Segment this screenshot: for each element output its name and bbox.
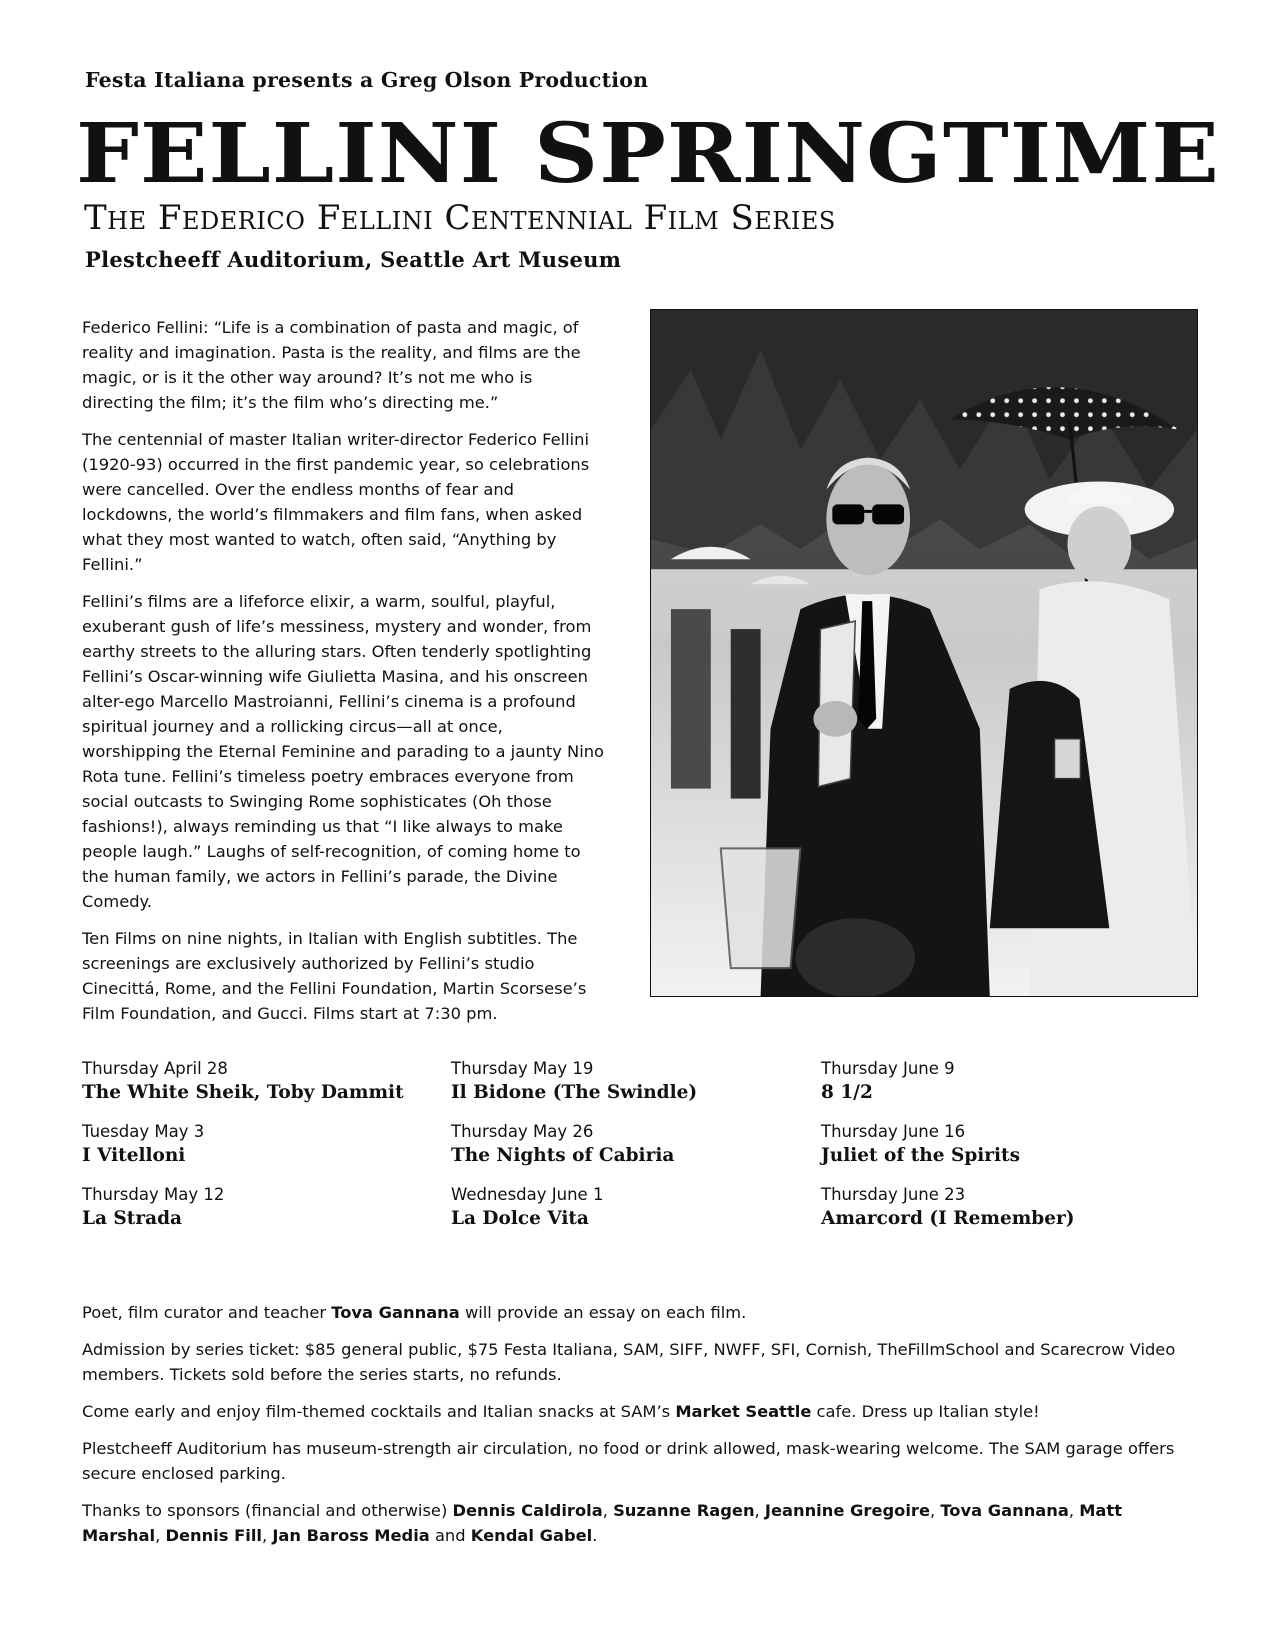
admission-note: Admission by series ticket: $85 general public, $75 Festa Italiana, SAM, SIFF, NWFF, SFI, Cornish, TheFillmSchool and Scarecrow Video members. Tickets sold before the series starts, no refunds. <box>82 1340 1176 1384</box>
venue-line: Plestcheeff Auditorium, Seattle Art Museum <box>85 247 622 272</box>
sponsor-name: Matt Marshal <box>82 1501 1122 1545</box>
screening-date: Thursday May 12 <box>82 1185 225 1204</box>
film-title: Amarcord (I Remember) <box>821 1208 1075 1229</box>
schedule-entry <box>821 1058 1191 1106</box>
safety-note: Plestcheeff Auditorium has museum-strength air circulation, no food or drink allowed, mask-wearing welcome. The SAM garage offers secure enclosed parking. <box>82 1439 1175 1483</box>
fellini-quote: Federico Fellini: “Life is a combination of pasta and magic, of reality and imagination. Pasta is the reality, and films are the magic, or is it the other way around? It’s not me who is directing the film; it’s the film who’s directing me.” <box>82 318 581 412</box>
cafe-note <box>82 1399 1202 1424</box>
film-title: La Dolce Vita <box>451 1208 589 1229</box>
essay-text: will provide an essay on each film. <box>459 1303 747 1322</box>
film-title: The Nights of Cabiria <box>451 1145 675 1166</box>
sponsors-note <box>82 1498 1202 1548</box>
film-title: Juliet of the Spirits <box>821 1145 1021 1166</box>
essay-text: Poet, film curator and teacher <box>82 1303 332 1322</box>
film-title: La Strada <box>82 1208 182 1229</box>
schedule-entry <box>82 1058 452 1106</box>
screening-date: Thursday June 16 <box>821 1122 966 1141</box>
schedule-entry <box>821 1184 1191 1232</box>
film-title: 8 1/2 <box>821 1082 873 1103</box>
cafe-text: cafe. Dress up Italian style! <box>811 1402 1040 1421</box>
sponsor-name: Tova Gannana <box>940 1501 1069 1520</box>
presenter-line: Festa Italiana presents a Greg Olson Production <box>85 68 649 92</box>
screening-date: Tuesday May 3 <box>82 1122 205 1141</box>
separator: and <box>429 1526 471 1545</box>
series-subtitle: The Federico Fellini Centennial Film Series <box>84 198 836 238</box>
sponsor-name: Jeannine Gregoire <box>764 1501 930 1520</box>
screenings-paragraph: Ten Films on nine nights, in Italian with English subtitles. The screenings are exclusively authorized by Fellini’s studio Cinecittá, Rome, and the Fellini Foundation, Martin Scorsese’s Film Foundation, and Gucci. Films start at 7:30 pm. <box>82 929 587 1023</box>
separator: . <box>592 1526 598 1545</box>
schedule-entry <box>82 1121 452 1169</box>
page-title: FELLINI SPRINGTIME <box>76 106 1221 202</box>
film-still-photo <box>650 309 1198 997</box>
essay-note <box>82 1300 1202 1325</box>
photo-illustration <box>651 310 1197 996</box>
film-title: The White Sheik, Toby Dammit <box>82 1082 404 1103</box>
separator: , <box>155 1526 166 1545</box>
schedule-entry <box>82 1184 452 1232</box>
screening-date: Thursday June 9 <box>821 1059 955 1078</box>
schedule-entry <box>451 1058 821 1106</box>
schedule-entry <box>451 1184 821 1232</box>
screening-date: Thursday May 19 <box>451 1059 594 1078</box>
sponsor-name: Suzanne Ragen <box>613 1501 755 1520</box>
separator: , <box>261 1526 273 1545</box>
separator: , <box>1068 1501 1080 1520</box>
screening-date: Thursday June 23 <box>821 1185 966 1204</box>
sponsor-name: Dennis Fill <box>165 1526 262 1545</box>
film-title: I Vitelloni <box>82 1145 186 1166</box>
screening-date: Wednesday June 1 <box>451 1185 604 1204</box>
sponsor-name: Kendal Gabel <box>470 1526 593 1545</box>
cafe-name: Market Seattle <box>675 1402 812 1421</box>
screening-date: Thursday May 26 <box>451 1122 594 1141</box>
film-title: Il Bidone (The Swindle) <box>451 1082 698 1103</box>
curator-name: Tova Gannana <box>331 1303 460 1322</box>
separator: , <box>602 1501 614 1520</box>
sponsor-name: Jan Baross Media <box>272 1526 430 1545</box>
intro-text <box>82 315 607 1038</box>
event-notes <box>82 1300 1202 1560</box>
thanks-text: Thanks to sponsors (financial and otherwise) <box>82 1501 453 1520</box>
screening-date: Thursday April 28 <box>82 1059 228 1078</box>
separator: , <box>930 1501 941 1520</box>
centennial-paragraph: The centennial of master Italian writer-director Federico Fellini (1920-93) occurred in the first pandemic year, so celebrations were cancelled. Over the endless months of fear and lockdowns, the world’s filmmakers and film fans, when asked what they most wanted to watch, often said, “Anything by Fellini.” <box>82 430 590 574</box>
films-paragraph: Fellini’s films are a lifeforce elixir, a warm, soulful, playful, exuberant gush of life’s messiness, mystery and wonder, from earthy streets to the alluring stars. Often tenderly spotlighting Fellini’s Oscar-winning wife Giulietta Masina, and his onscreen alter-ego Marcello Mastroianni, Fellini’s cinema is a profound spiritual journey and a rollicking circus—all at once, worshipping the Eternal Feminine and parading to a jaunty Nino Rota tune. Fellini’s timeless poetry embraces everyone from social outcasts to Swinging Rome sophisticates (Oh those fashions!), always reminding us that “I like always to make people laugh.” Laughs of self-recognition, of coming home to the human family, we actors in Fellini’s parade, the Divine Comedy. <box>82 592 604 911</box>
schedule-entry <box>821 1121 1191 1169</box>
schedule-entry <box>451 1121 821 1169</box>
separator: , <box>754 1501 765 1520</box>
cafe-text: Come early and enjoy film-themed cocktails and Italian snacks at SAM’s <box>82 1402 676 1421</box>
sponsor-name: Dennis Caldirola <box>452 1501 603 1520</box>
